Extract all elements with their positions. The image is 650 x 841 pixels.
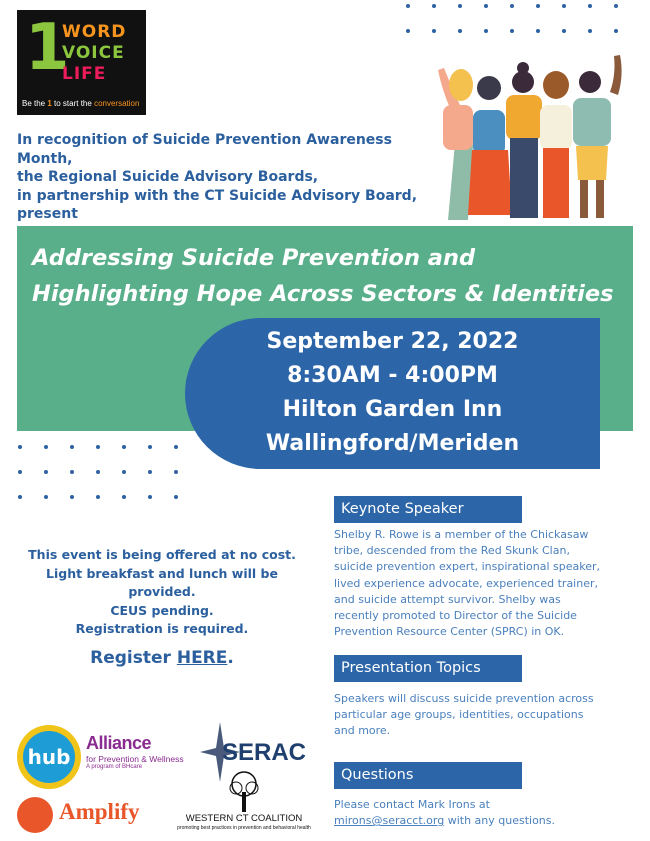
amplify-logo: [17, 795, 167, 835]
decorative-dot: [614, 29, 618, 33]
decorative-dot: [562, 29, 566, 33]
hub-logo-text: hub: [23, 731, 75, 783]
logo-tagline-conversation: conversation: [94, 99, 140, 108]
decorative-dot: [174, 470, 178, 474]
decorative-dot: [96, 495, 100, 499]
decorative-dot: [562, 4, 566, 8]
decorative-dot: [536, 4, 540, 8]
decorative-dot: [406, 29, 410, 33]
decorative-dot: [70, 445, 74, 449]
logo-tagline-mid: to start the: [51, 99, 95, 108]
decorative-dot: [148, 495, 152, 499]
keynote-line: tribe, descended from the Red Skunk Clan,: [334, 544, 570, 558]
event-title: [32, 240, 632, 312]
intro-line: the Regional Suicide Advisory Boards,: [17, 169, 319, 185]
info-line: This event is being offered at no cost.: [28, 547, 296, 562]
decorative-dot: [70, 470, 74, 474]
event-details: [190, 325, 595, 461]
keynote-line: and suicide attempt survivor. Shelby was: [334, 592, 561, 606]
event-title-line: Highlighting Hope Across Sectors & Identities: [32, 281, 614, 307]
alliance-logo: [86, 733, 196, 770]
logo-tagline-pre: Be the: [22, 99, 48, 108]
hub-logo: [17, 725, 81, 789]
decorative-dot: [432, 4, 436, 8]
intro-text: [17, 131, 427, 224]
logo-word-word: WORD: [62, 22, 127, 42]
decorative-dot: [458, 29, 462, 33]
questions-line: Please contact Mark Irons at: [334, 798, 490, 811]
register-text: [12, 648, 312, 668]
decorative-dot: [96, 445, 100, 449]
contact-email-link[interactable]: mirons@seracct.org: [334, 814, 445, 828]
decorative-dot: [148, 470, 152, 474]
amplify-icon: [17, 797, 53, 833]
decorative-dot: [148, 445, 152, 449]
register-suffix: .: [227, 648, 234, 668]
event-time: 8:30AM - 4:00PM: [287, 363, 498, 388]
one-word-logo: [17, 10, 146, 115]
decorative-dot: [458, 4, 462, 8]
event-location: Wallingford/Meriden: [265, 431, 520, 456]
questions-text: [334, 797, 629, 829]
decorative-dot: [18, 495, 22, 499]
decorative-dot: [122, 445, 126, 449]
western-ct-coalition-logo: [170, 770, 318, 835]
logo-word-voice: VOICE: [62, 43, 125, 63]
topics-line: and more.: [334, 724, 391, 738]
topics-line: particular age groups, identities, occupations: [334, 708, 584, 722]
decorative-dot: [484, 29, 488, 33]
info-line: CEUS pending.: [110, 602, 214, 618]
keynote-header: Keynote Speaker: [334, 496, 522, 523]
topics-header: Presentation Topics: [334, 655, 522, 682]
intro-line: present: [17, 206, 78, 222]
topics-line: Speakers will discuss suicide prevention across: [334, 692, 594, 705]
decorative-dot: [588, 29, 592, 33]
people-group-illustration: [428, 50, 628, 220]
wct-name: WESTERN CT COALITION: [185, 813, 303, 824]
amplify-text: Amplify: [59, 799, 140, 824]
keynote-line: Shelby R. Rowe is a member of the Chickasaw: [334, 528, 589, 541]
tree-icon: [224, 770, 264, 812]
alliance-subtitle: for Prevention & Wellness: [86, 754, 184, 764]
keynote-line: Prevention Resource Center (SPRC) in OK.: [334, 625, 565, 639]
logo-tagline: [22, 99, 139, 108]
register-link[interactable]: HERE: [176, 648, 228, 668]
logo-word-life: LIFE: [62, 64, 107, 84]
decorative-dot: [122, 495, 126, 499]
decorative-dot: [406, 4, 410, 8]
questions-suffix: with any questions.: [444, 814, 556, 828]
info-line: Light breakfast and lunch will be provided.: [46, 565, 278, 599]
intro-line: in partnership with the CT Suicide Advisory Board,: [17, 187, 418, 204]
logo-tagline-one: 1: [47, 99, 52, 108]
register-prefix: Register: [90, 648, 177, 668]
decorative-dot: [174, 445, 178, 449]
decorative-dot: [614, 4, 618, 8]
intro-line: In recognition of Suicide Prevention Awareness Month,: [17, 132, 392, 167]
logo-numeral: 1: [25, 11, 70, 85]
keynote-line: recently promoted to Director of the Suicide: [334, 609, 577, 623]
decorative-dot: [536, 29, 540, 33]
decorative-dot: [510, 29, 514, 33]
wct-tagline: promoting best practices in prevention and behavioral health: [177, 825, 311, 831]
decorative-dot: [174, 495, 178, 499]
decorative-dot: [18, 445, 22, 449]
keynote-line: suicide prevention expert, inspirational speaker,: [334, 560, 601, 574]
event-title-line: Addressing Suicide Prevention and: [32, 245, 476, 271]
event-info: [12, 546, 312, 639]
decorative-dot: [122, 470, 126, 474]
decorative-dot: [96, 470, 100, 474]
topics-text: [334, 691, 629, 740]
serac-text: SERAC: [222, 739, 307, 766]
info-line: Registration is required.: [75, 621, 249, 636]
event-date: September 22, 2022: [266, 329, 519, 354]
decorative-dot: [484, 4, 488, 8]
decorative-dot: [44, 495, 48, 499]
event-venue: Hilton Garden Inn: [282, 397, 503, 422]
decorative-dot: [18, 470, 22, 474]
decorative-dot: [44, 445, 48, 449]
alliance-name: Alliance: [86, 733, 152, 753]
decorative-dot: [70, 495, 74, 499]
questions-line-2: [334, 813, 629, 829]
decorative-dot: [44, 470, 48, 474]
decorative-dot: [432, 29, 436, 33]
keynote-line: lived experience advocate, experienced trainer,: [334, 576, 598, 590]
questions-header: Questions: [334, 762, 522, 789]
decorative-dot: [588, 4, 592, 8]
alliance-program: A program of BHcare: [86, 764, 143, 770]
keynote-text: [334, 527, 629, 640]
decorative-dot: [510, 4, 514, 8]
